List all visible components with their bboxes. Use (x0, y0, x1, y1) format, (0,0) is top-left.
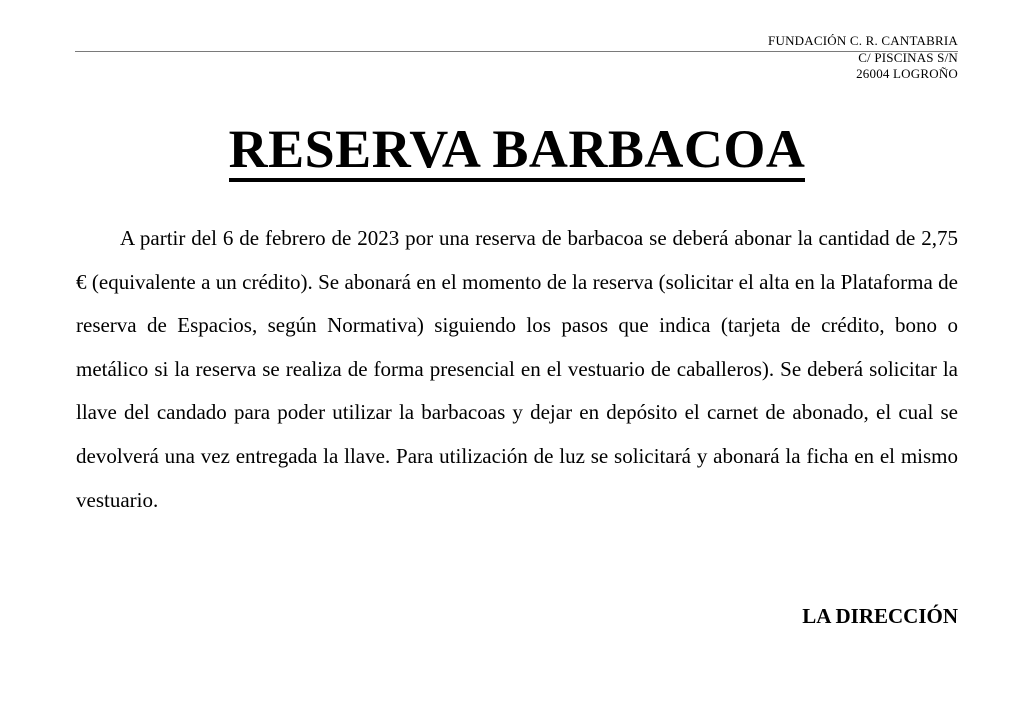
document-title: RESERVA BARBACOA (229, 120, 806, 182)
signature: LA DIRECCIÓN (802, 604, 958, 628)
notice-body: A partir del 6 de febrero de 2023 por una reserva de barbacoa se deberá abonar la cantidad de 2,75 € (equivalente a un crédito). Se abonará en el momento de la reserva (solicitar el alta en la Plataforma de reserva de Espacios, según Normativa) siguiendo los pasos que indica (tarjeta de crédito, bono o metálico si la reserva se realiza de forma presencial en el vestuario de caballeros). Se deberá solicitar la llave del candado para poder utilizar la barbacoas y dejar en depósito el carnet de abonado, el cual se devolverá una vez entregada la llave. Para utilización de luz se solicitará y abonará la ficha en el mismo vestuario. (76, 226, 958, 512)
organization-header (768, 33, 958, 82)
organization-city: 26004 LOGROÑO (856, 66, 958, 81)
organization-name: FUNDACIÓN C. R. CANTABRIA (768, 33, 958, 48)
organization-address: C/ PISCINAS S/N (858, 50, 958, 65)
document-title-container (0, 118, 1024, 182)
